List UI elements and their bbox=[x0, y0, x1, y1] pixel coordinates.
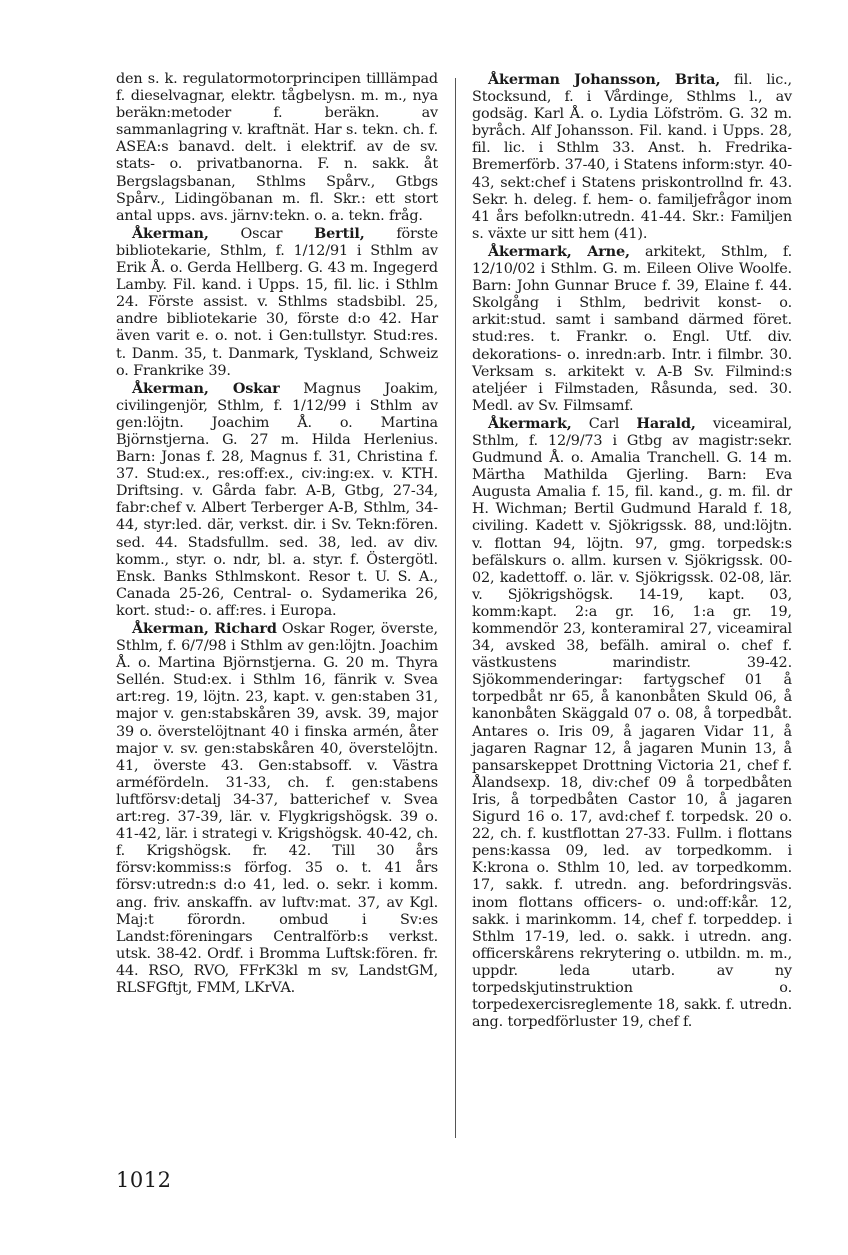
right-column bbox=[472, 71, 792, 1031]
entry-text: Magnus Joakim, civilingenjör, Sthlm, f. 1/12/99 i Sthlm av gen:löjtn. Joachim Å. o. Martina Björnstjerna. G. 27 m. Hilda Herlenius. Barn: Jonas f. 28, Magnus f. 31, Christina f. 37. Stud:ex., res:off:ex., civ:ing:ex. v. KTH. Driftsing. v. Gårda fabr. A-B, Gtbg, 27-34, fabr:chef v. Albert Terberger A-B, Sthlm, 34-44, styr:led. där, verkst. dir. i Sv. Tekn:fören. sed. 44. Stadsfullm. sed. 38, led. av div. komm., styr. o. ndr, bl. a. styr. f. Östergötl. Ensk. Banks Sthlmskont. Resor t. U. S. A., Canada 25-26, Central- o. Sydamerika 26, kort. stud:- o. aff:res. i Europa. bbox=[116, 380, 438, 619]
entry-headword: Åkerman, Oskar bbox=[132, 379, 280, 397]
entry-given-name: Carl bbox=[571, 415, 637, 432]
entry-akerman-richard bbox=[116, 620, 438, 997]
page-number: 1012 bbox=[116, 1168, 172, 1192]
entry-text: förste bibliotekarie, Sthlm, f. 1/12/91 i Sthlm av Erik Å. o. Gerda Hellberg. G. 43 m. Ingegerd Lamby. Fil. kand. i Upps. 15, fil. lic. i Sthlm 24. Förste assist. v. Sthlms stadsbibl. 25, andre bibliotekarie 30, förste d:o 42. Har även varit e. o. not. i Gen:tullstyr. Stud:res. t. Danm. 35, t. Danmark, Tyskland, Schweiz o. Frankrike 39. bbox=[116, 225, 438, 379]
entry-headword: Åkerman, Richard bbox=[132, 620, 277, 637]
entry-text: fil. lic., Stocksund, f. i Vårdinge, Sthlms l., av godsäg. Karl Å. o. Lydia Löfström. G. 32 m. byråch. Alf Johansson. Fil. kand. i Upps. 28, fil. lic. i Sthlm 33. Anst. h. Fredrika-Bremerförb. 37-40, i Statens inform:styr. 40-43, sekt:chef i Statens priskontrollnd fr. 43. Sekr. h. deleg. f. hem- o. familjefrågor inom 41 års befolkn:utredn. 41-44. Skr.: Familjen s. växte ur sitt hem (41). bbox=[472, 72, 792, 242]
entry-akermark-harald bbox=[472, 415, 792, 1031]
left-column bbox=[116, 71, 438, 997]
entry-headword: Åkerman, bbox=[132, 224, 209, 242]
entry-headword: Åkerman Johansson, Brita, bbox=[488, 71, 721, 88]
entry-akerman-bertil bbox=[116, 225, 438, 380]
entry-text: den s. k. regulatormotorprincipen tilllämpad f. dieselvagnar, elektr. tågbelysn. m. m., nya beräkn:metoder f. beräkn. av sammanlagring v. kraftnät. Har s. tekn. ch. f. ASEA:s banavd. delt. i elektrif. av de sv. stats- o. privatbanorna. F. n. sakk. åt Bergslagsbanan, Sthlms Spårv., Gtbgs Spårv., Lidingöbanan m. fl. Skr.: ett stort antal upps. avs. järnv:tekn. o. a. tekn. fråg. bbox=[116, 71, 438, 224]
entry-akerman-oskar bbox=[116, 380, 438, 620]
entry-headword-secondary: Bertil, bbox=[314, 224, 365, 242]
entry-headword: Åkermark, bbox=[488, 414, 572, 432]
entry-akerman-johansson-brita bbox=[472, 71, 792, 243]
entry-text: viceamiral, Sthlm, f. 12/9/73 i Gtbg av magistr:sekr. Gudmund Å. o. Amalia Tranchell. G. 14 m. Märtha Mathilda Gjerling. Barn: Eva Augusta Amalia f. 15, fil. kand., g. m. fil. dr H. Wichman; Bertil Gudmund Harald f. 18, civiling. Kadett v. Sjökrigssk. 88, und:löjtn. v. flottan 94, löjtn. 97, gmg. torpedsk:s befälskurs o. allm. kursen v. Sjökrigssk. 00-02, kadettoff. o. lär. v. Sjökrigssk. 02-08, lär. v. Sjökrigshögsk. 14-19, kapt. 03, komm:kapt. 2:a gr. 16, 1:a gr. 19, kommendör 23, konteramiral 27, viceamiral 34, avsked 38, befälh. amiral o. chef f. västkustens marindistr. 39-42. Sjökommenderingar: fartygschef 01 å torpedbåt nr 65, å kanonbåten Skuld 06, å kanonbåten Skäggald 07 o. 08, å torpedbåt. Antares o. Iris 09, å jagaren Vidar 11, å jagaren Ragnar 12, å jagaren Munin 13, å pansarskeppet Drottning Victoria 21, chef f. Ålandsexp. 18, div:chef 09 å torpedbåten Iris, å torpedbåten Castor 10, å jagaren Sigurd 16 o. 17, avd:chef f. torpedsk. 20 o. 22, ch. f. kustflottan 27-33. Fullm. i flottans pens:kassa 09, led. av torpedkomm. i K:krona o. Sthlm 10, led. av torpedkomm. 17, sakk. f. utredn. ang. befordringsväs. inom flottans officers- o. und:off:kår. 12, sakk. i marinkomm. 14, chef f. torpeddep. i Sthlm 17-19, led. o. sakk. i utredn. ang. officerskårens rekrytering o. utbildn. m. m., uppdr. leda utarb. av ny torpedskjutinstruktion o. torpedexercisreglemente 18, sakk. f. utredn. ang. torpedförluster 19, chef f. bbox=[472, 415, 792, 1031]
column-divider bbox=[455, 78, 456, 1138]
entry-headword-secondary: Harald, bbox=[636, 414, 696, 432]
entry-continuation bbox=[116, 71, 438, 225]
entry-headword: Åkermark, Arne, bbox=[488, 242, 630, 260]
entry-text: arkitekt, Sthlm, f. 12/10/02 i Sthlm. G. m. Eileen Olive Woolfe. Barn: John Gunnar Bruce f. 39, Elaine f. 44. Skolgång i Sthlm, bedrivit konst- o. arkit:stud. samt i samband därmed föret. stud:res. t. Frankr. o. Engl. Utf. div. dekorations- o. inredn:arb. Intr. i filmbr. 30. Verksam s. arkitekt v. A-B Sv. Filmind:s ateljéer i Filmstaden, Råsunda, sed. 30. Medl. av Sv. Filmsamf. bbox=[472, 243, 792, 414]
entry-akermark-arne bbox=[472, 243, 792, 415]
entry-given-name: Oscar bbox=[208, 225, 315, 242]
entry-text: Oskar Roger, överste, Sthlm, f. 6/7/98 i Sthlm av gen:löjtn. Joachim Å. o. Martina Björnstjerna. G. 20 m. Thyra Sellén. Stud:ex. i Sthlm 16, fänrik v. Svea art:reg. 19, löjtn. 23, kapt. v. gen:staben 31, major v. gen:stabskåren 39, avsk. 39, major 39 o. överstelöjtnant 40 i finska armén, åter major v. sv. gen:stabskåren 40, överstelöjtn. 41, överste 43. Gen:stabsoff. v. Västra arméfördeln. 31-33, ch. f. gen:stabens luftförsv:detalj 34-37, batterichef v. Svea art:reg. 37-39, lär. v. Flygkrigshögsk. 39 o. 41-42, lär. i strategi v. Krigshögsk. 40-42, ch. f. Krigshögsk. fr. 42. Till 30 års försv:kommiss:s förfog. 35 o. t. 41 års försv:utredn:s d:o 41, led. o. sekr. i komm. ang. friv. anskaffn. av luftv:mat. 37, av Kgl. Maj:t förordn. ombud i Sv:es Landst:föreningars Centralförb:s verkst. utsk. 38-42. Ordf. i Bromma Luftsk:fören. fr. 44. RSO, RVO, FFrK3kl m sv, LandstGM, RLSFGftjt, FMM, LKrVA. bbox=[116, 621, 438, 996]
